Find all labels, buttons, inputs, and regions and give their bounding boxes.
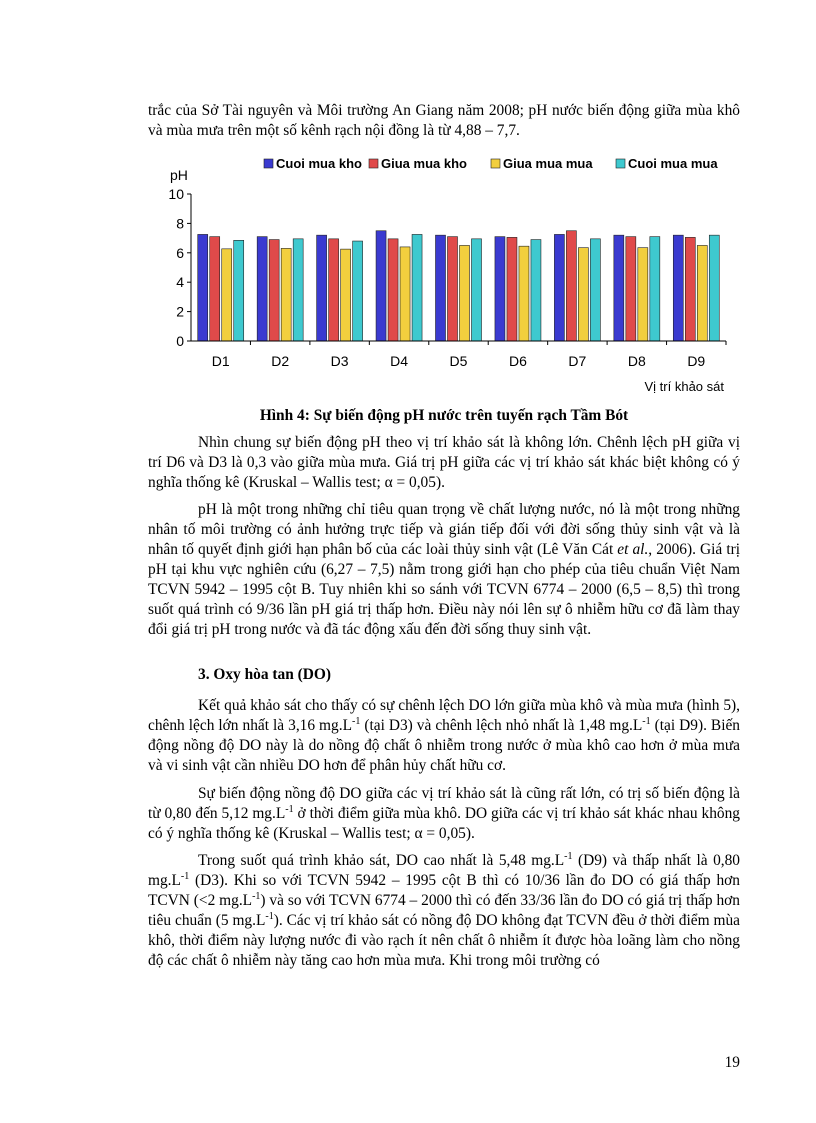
y-tick-label: 8 (176, 215, 184, 232)
superscript: -1 (252, 890, 261, 902)
bar-d4-series-3 (400, 247, 410, 341)
bar-d3-series-2 (329, 239, 339, 341)
bar-d2-series-1 (257, 237, 267, 341)
x-tick-label: D5 (449, 353, 468, 369)
x-tick-label: D4 (390, 353, 409, 369)
y-tick-label: 6 (176, 244, 184, 261)
paragraph-3-text-b: (tại D3) và chênh lệch nhỏ nhất là 1,48 mg.L (360, 717, 643, 734)
paragraph-4-text-b: ở thời điểm giữa mùa khô. DO giữa các vị trí khảo sát khác nhau không có ý nghĩa thống kê (Kruskal – Wallis test; α = 0,05). (148, 805, 740, 842)
legend-swatch-3 (491, 159, 500, 168)
x-tick-label: D3 (330, 353, 349, 369)
paragraph-2-text-b: , 2006). Giá trị pH tại khu vực nghiên cứu (6,27 – 7,5) nằm trong giới hạn cho phép của tiêu chuẩn Việt Nam TCVN 5942 – 1995 cột B. Tuy nhiên khi so sánh với TCVN 6774 – 2000 (6,5 – 8,5) thì trong suốt quá trình có 9/36 lần pH giá trị thấp hơn. Điều này nói lên sự ô nhiễm hữu cơ đã làm thay đổi giá trị pH trong nước và đã tác động xấu đến đời sống thuy sinh vật. (148, 541, 740, 638)
bar-d8-series-3 (638, 248, 648, 341)
x-axis-label: Vị trí khảo sát (644, 379, 724, 394)
paragraph-3-text-a: Kết quả khảo sát cho thấy có sự chênh lệch DO lớn giữa mùa khô và mùa mưa (hình 5), chênh lệch lớn nhất là 3,16 mg.L (148, 697, 740, 734)
paragraph-3-text-c: (tại D9). Biến động nồng độ DO này là do nồng độ chất ô nhiễm trong nước ở mùa khô cao hơn ở mùa mưa và vi sinh vật cần nhiều DO hơn để phân hủy chất hữu cơ. (148, 717, 740, 774)
y-tick-label: 10 (168, 186, 184, 202)
paragraph-5-text-e: ). Các vị trí khảo sát có nồng độ DO không đạt TCVN đều ở thời điểm mùa khô, thời điểm này lượng nước đi vào rạch ít nên chất ô nhiễm ít được hòa loãng làm cho nồng độ các chất ô nhiễm này tăng cao hơn mùa mưa. Khi trong môi trường có (148, 912, 740, 969)
paragraph-5 (148, 851, 740, 971)
x-tick-label: D6 (508, 353, 527, 369)
figure-caption: Hình 4: Sự biến động pH nước trên tuyến rạch Tầm Bót (259, 407, 629, 424)
bar-d9-series-1 (673, 235, 683, 341)
bar-d1-series-3 (222, 249, 232, 341)
bar-d7-series-2 (566, 231, 576, 341)
bar-d3-series-3 (341, 249, 351, 341)
superscript: -1 (180, 870, 190, 882)
bar-d6-series-2 (507, 237, 517, 341)
bar-d6-series-1 (495, 237, 505, 341)
bar-d9-series-4 (709, 235, 719, 341)
x-tick-label: D1 (211, 353, 230, 369)
chart-canvas (161, 147, 732, 399)
bar-d4-series-1 (376, 231, 386, 341)
intro-paragraph: trắc của Sở Tài nguyên và Môi trường An Giang năm 2008; pH nước biến động giữa mùa khô và mùa mưa trên một số kênh rạch nội đồng là từ 4,88 – 7,7. (148, 102, 740, 139)
bar-d1-series-1 (198, 234, 208, 341)
paragraph-5-text-d: ) và so với TCVN 6774 – 2000 thì có đến 33/36 lần đo DO có giá trị thấp hơn tiêu chuẩn (5 mg.L (148, 892, 740, 929)
paragraph-2-text-a: pH là một trong những chỉ tiêu quan trọng về chất lượng nước, nó là một trong những nhân tố môi trường có ảnh hưởng trực tiếp và gián tiếp đối với đời sống thủy sinh vật và là nhân tố quyết định giới hạn phân bố của các loài thủy sinh vật (Lê Văn Cát (148, 501, 740, 558)
paragraph-5-text-c: (D3). Khi so với TCVN 5942 – 1995 cột B thì có 10/36 lần đo DO có giá thấp hơn TCVN (<2 mg.L (148, 872, 740, 909)
bar-d2-series-4 (293, 239, 303, 341)
bar-d6-series-3 (519, 246, 529, 341)
y-axis-label: pH (170, 167, 188, 183)
page-number: 19 (724, 1054, 740, 1071)
paragraph-3 (148, 696, 740, 776)
bar-d6-series-4 (531, 240, 541, 341)
superscript: -1 (265, 910, 274, 922)
bar-d9-series-2 (685, 237, 695, 341)
bar-d7-series-4 (590, 239, 600, 341)
paragraph-4 (148, 784, 740, 844)
x-tick-label: D8 (627, 353, 646, 369)
bar-d7-series-3 (578, 248, 588, 341)
paragraph-2 (148, 500, 740, 640)
bar-d5-series-2 (448, 237, 458, 341)
bar-d8-series-2 (626, 237, 636, 341)
y-tick-label: 4 (176, 274, 184, 291)
bar-d7-series-1 (554, 234, 564, 341)
superscript: -1 (564, 850, 573, 862)
bar-d4-series-4 (412, 234, 422, 341)
bar-d1-series-2 (210, 237, 220, 341)
superscript: -1 (351, 715, 361, 727)
paragraph-1: Nhìn chung sự biến động pH theo vị trí khảo sát là không lớn. Chênh lệch pH giữa vị trí D6 và D3 là 0,3 vào giữa mùa mưa. Giá trị pH giữa các vị trí khảo sát khác biệt không có ý nghĩa thống kê (Kruskal – Wallis test; α = 0,05). (148, 434, 740, 491)
legend-swatch-2 (369, 159, 378, 168)
paragraph-2-etal: et al. (617, 541, 649, 558)
legend-label-3: Giua mua mua (503, 156, 593, 171)
paragraph-5-text-b: (D9) và thấp nhất là 0,80 mg.L (148, 852, 740, 889)
bar-d8-series-4 (650, 237, 660, 341)
superscript: -1 (285, 803, 294, 815)
bar-d8-series-1 (614, 235, 624, 341)
bar-d4-series-2 (388, 239, 398, 341)
paragraph-4-text-a: Sự biến động nồng độ DO giữa các vị trí khảo sát là cũng rất lớn, có trị số biến động là từ 0,80 đến 5,12 mg.L (148, 785, 740, 822)
x-tick-label: D9 (687, 353, 706, 369)
bar-d9-series-3 (697, 245, 707, 341)
bar-d3-series-1 (317, 235, 327, 341)
y-tick-label: 2 (176, 303, 184, 320)
x-tick-label: D7 (568, 353, 587, 369)
paragraph-5-text-a: Trong suốt quá trình khảo sát, DO cao nhất là 5,48 mg.L (198, 852, 565, 869)
bar-d5-series-1 (436, 235, 446, 341)
legend-label-1: Cuoi mua kho (276, 156, 362, 171)
ph-bar-chart (161, 147, 732, 399)
bar-d1-series-4 (234, 240, 244, 341)
legend-swatch-4 (616, 159, 625, 168)
legend-label-2: Giua mua kho (381, 156, 467, 171)
bar-d3-series-4 (353, 241, 363, 341)
bar-d5-series-3 (460, 245, 470, 341)
bar-d2-series-2 (269, 240, 279, 341)
legend-swatch-1 (264, 159, 273, 168)
bar-d2-series-3 (281, 248, 291, 341)
bar-d5-series-4 (472, 239, 482, 341)
x-tick-label: D2 (271, 353, 290, 369)
y-tick-label: 0 (176, 333, 184, 349)
superscript: -1 (642, 715, 651, 727)
section-heading-do: 3. Oxy hòa tan (DO) (198, 666, 331, 683)
legend-label-4: Cuoi mua mua (628, 156, 718, 171)
